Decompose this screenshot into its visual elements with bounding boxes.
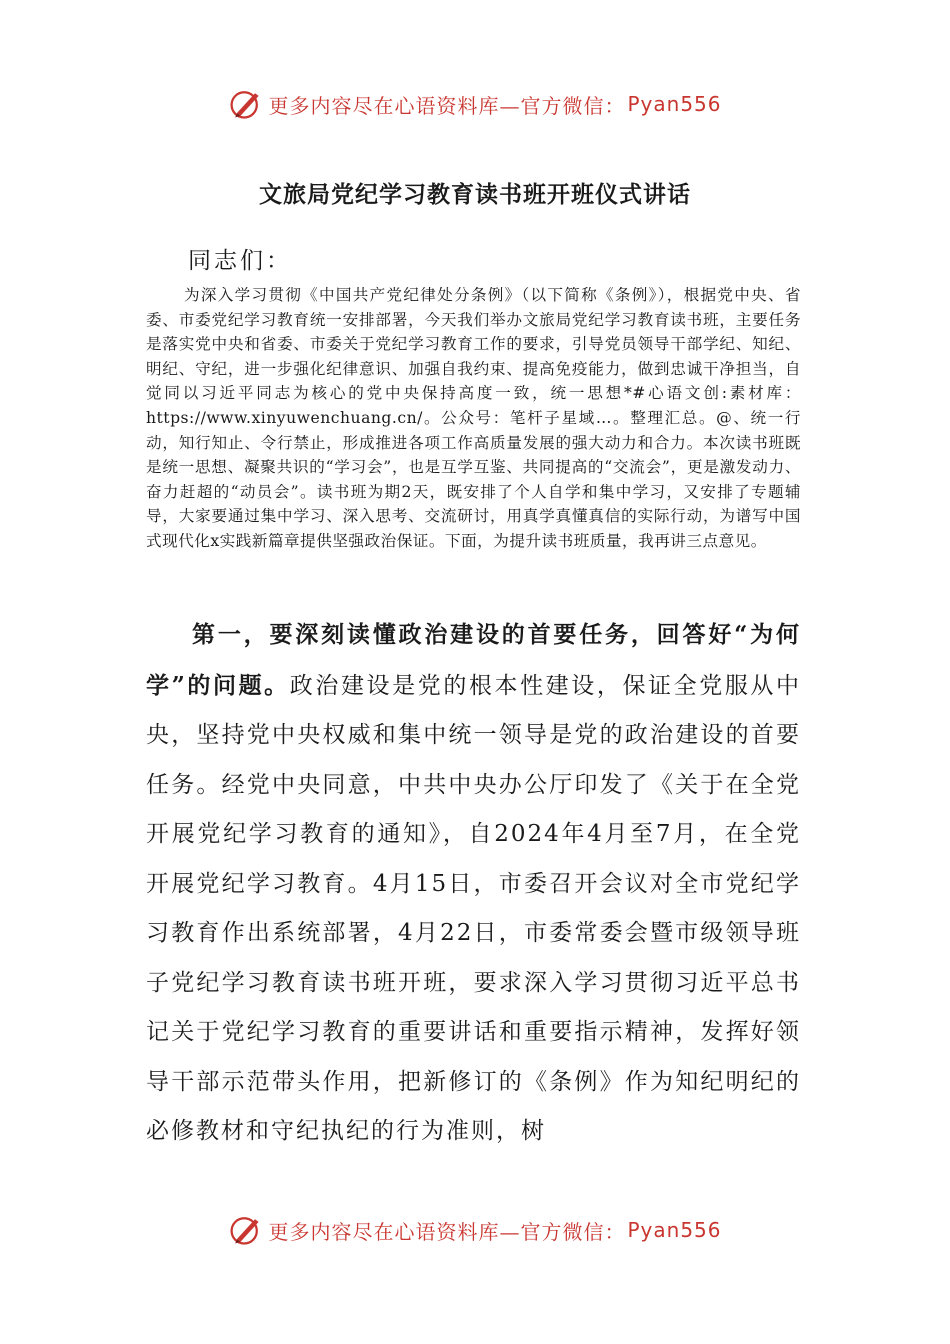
document-title: 文旅局党纪学习教育读书班开班仪式讲话: [259, 181, 691, 208]
greeting: 同志们：: [188, 248, 292, 274]
watermark-header: [0, 84, 950, 124]
watermark-contact: Pyan556: [627, 1218, 722, 1242]
pen-circle-logo-icon: [228, 1212, 264, 1248]
intro-paragraph: 为深入学习贯彻《中国共产党纪律处分条例》（以下简称《条例》），根据党中央、省委、市委党纪学习教育统一安排部署，今天我们举办文旅局党纪学习教育读书班，主要任务是落实党中央和省委、市委关于党纪学习教育工作的要求，引导党员领导干部学纪、知纪、明纪、守纪，进一步强化纪律意识、加强自我约束、提高免疫能力，做到忠诚干净担当，自觉同以习近平同志为核心的党中央保持高度一致，统一思想*#心语文创:素材库：https://www.xinyuwenchuang.cn/。公众号：笔杆子星域…。整理汇总。@、统一行动，知行知止、令行禁止，形成推进各项工作高质量发展的强大动力和合力。本次读书班既是统一思想、凝聚共识的“学习会”，也是互学互鉴、共同提高的“交流会”，更是激发动力、奋力赶超的“动员会”。读书班为期2天，既安排了个人自学和集中学习，又安排了专题辅导，大家要通过集中学习、深入思考、交流研讨，用真学真懂真信的实际行动，为谱写中国式现代化x实践新篇章提供坚强政治保证。下面，为提升读书班质量，我再讲三点意见。: [146, 286, 801, 550]
watermark-text: 更多内容尽在心语资料库—官方微信：: [268, 93, 626, 118]
watermark-footer: [0, 1210, 950, 1250]
pen-circle-logo-icon: [228, 86, 264, 122]
section-1-heading: 第一，要深刻读懂政治建设的首要任务，回答好“为何学”的问题。: [146, 621, 801, 699]
section-1-paragraph: [146, 610, 801, 1157]
watermark-text: 更多内容尽在心语资料库—官方微信：: [268, 1219, 626, 1244]
watermark-contact: Pyan556: [627, 92, 722, 116]
section-1-body: 政治建设是党的根本性建设，保证全党服从中央，坚持党中央权威和集中统一领导是党的政治建设的首要任务。经党中央同意，中共中央办公厅印发了《关于在全党开展党纪学习教育的通知》，自2024年4月至7月，在全党开展党纪学习教育。4月15日，市委召开会议对全市党纪学习教育作出系统部署，4月22日，市委常委会暨市级领导班子党纪学习教育读书班开班，要求深入学习贯彻习近平总书记关于党纪学习教育的重要讲话和重要指示精神，发挥好领导干部示范带头作用，把新修订的《条例》作为知纪明纪的必修教材和守纪执纪的行为准则，树: [146, 672, 802, 1144]
